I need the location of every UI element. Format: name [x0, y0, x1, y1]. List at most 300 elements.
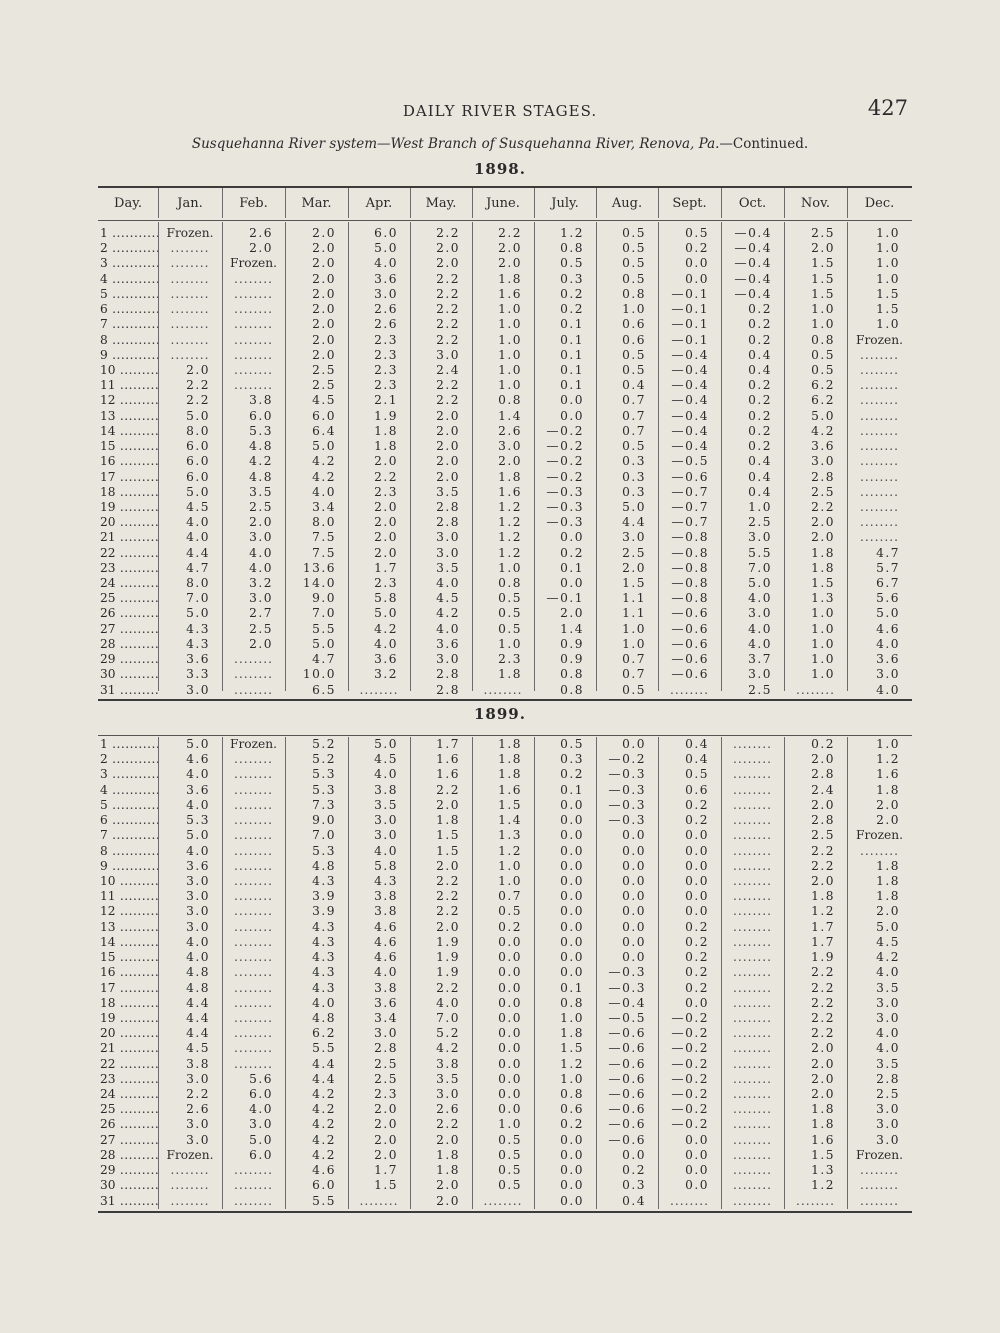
stage-cell: 3.0 [249, 1117, 273, 1132]
stage-cell: 1.5 [560, 1041, 584, 1056]
stage-cell: 2.5 [811, 226, 835, 240]
stage-cell: 5.0 [186, 606, 210, 621]
stage-cell: 2.2 [811, 858, 835, 873]
stage-cell: 2.5 [374, 1056, 398, 1071]
column-header: July. [551, 195, 579, 211]
stage-cell: ........ [733, 980, 772, 995]
stage-cell: 2.0 [436, 256, 460, 271]
stage-cell: 0.0 [622, 843, 646, 858]
stage-cell: 2.2 [811, 843, 835, 858]
stage-cell: 5.3 [186, 813, 210, 828]
stage-cell: 0.0 [685, 995, 709, 1010]
day-cell: 25 ..... [98, 591, 158, 606]
stage-cell: 6.0 [249, 1147, 273, 1162]
stage-cell: 1.0 [498, 378, 522, 393]
day-cell: 22 ..... [98, 546, 158, 561]
stage-cell: ........ [234, 782, 273, 797]
stage-cell: 1.6 [436, 767, 460, 782]
stage-cell: 1.8 [498, 469, 522, 484]
stage-cell: 4.0 [249, 545, 273, 560]
table-row [98, 485, 912, 500]
stage-cell: 4.6 [186, 752, 210, 767]
stage-cell: 1.5 [436, 828, 460, 843]
stage-cell: 1.0 [876, 256, 900, 271]
stage-cell: 2.6 [249, 226, 273, 240]
stage-cell: 5.0 [186, 408, 210, 423]
stage-cell: 0.0 [560, 530, 584, 545]
stage-cell: 1.5 [876, 302, 900, 317]
table-row [98, 859, 912, 874]
stage-cell: —0.6 [608, 1056, 646, 1071]
stage-cell: 1.6 [498, 484, 522, 499]
stage-cell: —0.6 [608, 1117, 646, 1132]
table-row [98, 622, 912, 637]
stage-cell: 4.3 [374, 873, 398, 888]
stage-cell: 0.4 [748, 484, 772, 499]
stage-cell: 2.2 [436, 393, 460, 408]
stage-cell: ........ [483, 682, 523, 697]
stage-cell: 5.5 [312, 621, 336, 636]
day-cell: 31 ..... [98, 1194, 158, 1209]
stage-cell: 4.6 [312, 1163, 336, 1178]
stage-cell: 0.5 [498, 904, 522, 919]
day-cell: 10 ..... [98, 874, 158, 889]
table-row [98, 683, 912, 698]
stage-cell: 5.0 [374, 737, 398, 751]
stage-cell: ........ [234, 286, 273, 301]
stage-cell: 2.0 [436, 423, 460, 438]
stage-cell: 3.0 [498, 439, 522, 454]
table-row [98, 576, 912, 591]
stage-cell: 4.8 [312, 858, 336, 873]
stage-cell: 0.2 [748, 332, 772, 347]
stage-cell: ........ [234, 317, 273, 332]
stage-cell: 3.4 [374, 1010, 398, 1025]
column-header: June. [486, 195, 520, 211]
stage-cell: 1.0 [498, 347, 522, 362]
stage-cell: 4.0 [186, 767, 210, 782]
day-cell: 23 ..... [98, 1072, 158, 1087]
stage-cell: ........ [860, 378, 899, 393]
stage-cell: 0.2 [498, 919, 522, 934]
stage-cell: ........ [170, 256, 210, 271]
day-cell: 17 ..... [98, 470, 158, 485]
table-row [98, 424, 912, 439]
stage-cell: 2.1 [374, 393, 398, 408]
day-cell: 15 ..... [98, 439, 158, 454]
stage-cell: 1.8 [811, 889, 835, 904]
table-row [98, 904, 912, 919]
stage-cell: —0.4 [671, 347, 709, 362]
stage-cell: 0.8 [560, 682, 584, 697]
stage-cell: ........ [359, 682, 399, 697]
stage-cell: ........ [733, 1163, 772, 1178]
stage-cell: ........ [170, 271, 210, 286]
stage-cell: 3.0 [876, 667, 900, 682]
stage-cell: 1.8 [811, 545, 835, 560]
stage-cell: Frozen. [166, 1147, 214, 1162]
stage-cell: 3.0 [436, 652, 460, 667]
stage-cell: 2.2 [811, 995, 835, 1010]
day-cell: 16 ..... [98, 454, 158, 469]
stage-cell: 0.0 [560, 950, 584, 965]
stage-cell: 4.6 [374, 950, 398, 965]
stage-cell: 1.0 [560, 1010, 584, 1025]
stage-cell: 5.0 [811, 408, 835, 423]
stage-cell: 1.0 [811, 667, 835, 682]
stage-cell: 4.0 [186, 934, 210, 949]
stage-cell: —0.8 [671, 545, 709, 560]
stage-cell: 4.3 [312, 873, 336, 888]
stage-cell: —0.7 [671, 499, 709, 514]
stage-cell: 2.5 [811, 484, 835, 499]
stage-cell: 3.6 [186, 858, 210, 873]
stage-cell: 1.0 [811, 636, 835, 651]
stage-cell: —0.1 [671, 286, 709, 301]
stage-cell: 2.0 [811, 1087, 835, 1102]
stage-cell: 4.4 [186, 995, 210, 1010]
stage-cell: 1.9 [436, 965, 460, 980]
stage-cell: —0.8 [671, 591, 709, 606]
stage-cell: 3.0 [186, 682, 210, 697]
stage-cell: 5.6 [876, 591, 900, 606]
stage-cell: ........ [733, 950, 772, 965]
stage-cell: 0.4 [748, 347, 772, 362]
stage-cell: 4.0 [876, 1026, 900, 1041]
column-header: Feb. [239, 195, 268, 211]
stage-cell: 1.2 [498, 843, 522, 858]
stage-cell: 4.2 [312, 1147, 336, 1162]
stage-cell: 4.0 [374, 965, 398, 980]
stage-cell: 5.0 [748, 576, 772, 591]
stage-cell: 0.6 [622, 332, 646, 347]
stage-cell: 0.2 [685, 241, 709, 256]
year-heading-1899: 1899. [474, 705, 526, 723]
column-divider [784, 188, 785, 218]
stage-cell: 2.6 [436, 1102, 460, 1117]
stage-cell: ........ [234, 652, 273, 667]
stage-cell: —0.1 [546, 591, 584, 606]
stage-cell: 2.0 [811, 1071, 835, 1086]
stage-cell: 0.1 [560, 782, 584, 797]
stage-cell: 3.0 [876, 1117, 900, 1132]
stage-cell: —0.5 [608, 1010, 646, 1025]
stage-cell: 0.2 [560, 286, 584, 301]
stage-cell: 2.2 [374, 469, 398, 484]
day-cell: 29 ..... [98, 1163, 158, 1178]
stage-cell: 2.0 [436, 1178, 460, 1193]
stage-cell: 1.0 [560, 1071, 584, 1086]
stage-cell: 4.4 [312, 1056, 336, 1071]
stage-cell: —0.6 [608, 1041, 646, 1056]
stage-cell: ........ [733, 1102, 772, 1117]
stage-cell: 2.3 [374, 484, 398, 499]
stage-cell: 3.6 [374, 271, 398, 286]
stage-cell: 0.5 [685, 767, 709, 782]
stage-cell: 4.3 [312, 980, 336, 995]
stage-cell: —0.3 [608, 767, 646, 782]
stage-cell: 5.0 [374, 241, 398, 256]
stage-cell: 4.2 [312, 1117, 336, 1132]
stage-cell: —0.2 [671, 1056, 709, 1071]
table-row [98, 348, 912, 363]
stage-cell: 0.0 [685, 1178, 709, 1193]
stage-cell: 0.5 [622, 241, 646, 256]
day-cell: 7 ..... [98, 317, 158, 332]
stage-cell: 2.0 [374, 530, 398, 545]
stage-cell: 3.0 [374, 813, 398, 828]
column-divider [222, 188, 223, 218]
stage-cell: 1.2 [811, 1178, 835, 1193]
stage-cell: 1.4 [560, 621, 584, 636]
stage-cell: 4.0 [186, 950, 210, 965]
column-header: Aug. [611, 195, 643, 211]
column-divider [472, 188, 473, 218]
stage-cell: 2.0 [436, 241, 460, 256]
stage-cell: 0.0 [560, 1193, 584, 1208]
stage-cell: 5.3 [249, 423, 273, 438]
stage-cell: ........ [733, 858, 772, 873]
table-row [98, 241, 912, 256]
stage-cell: 0.2 [748, 393, 772, 408]
day-cell: 29 ..... [98, 652, 158, 667]
stage-cell: ........ [860, 1193, 899, 1208]
stage-cell: 5.3 [312, 843, 336, 858]
stage-cell: 2.0 [622, 560, 646, 575]
stage-cell: 5.0 [312, 439, 336, 454]
table-row [98, 1117, 912, 1132]
table-row [98, 287, 912, 302]
stage-cell: ........ [860, 499, 899, 514]
day-cell: 6 ..... [98, 813, 158, 828]
table-row [98, 1194, 912, 1209]
stage-cell: 0.0 [498, 1026, 522, 1041]
stage-cell: 1.8 [374, 439, 398, 454]
stage-cell: 2.0 [876, 797, 900, 812]
stage-cell: 1.0 [498, 317, 522, 332]
stage-cell: ........ [170, 1163, 210, 1178]
stage-cell: 1.7 [374, 1163, 398, 1178]
stage-cell: 5.0 [249, 1132, 273, 1147]
table-row [98, 844, 912, 859]
day-cell: 3 ..... [98, 256, 158, 271]
stage-cell: 0.5 [622, 256, 646, 271]
stage-cell: —0.2 [671, 1087, 709, 1102]
stage-cell: 4.2 [312, 469, 336, 484]
stage-cell: 3.4 [312, 499, 336, 514]
stage-cell: 2.3 [374, 362, 398, 377]
stage-cell: 4.5 [876, 934, 900, 949]
table-row [98, 317, 912, 332]
stage-cell: ........ [796, 682, 835, 697]
table-row [98, 737, 912, 752]
stage-cell: 0.0 [622, 934, 646, 949]
stage-cell: 5.8 [374, 858, 398, 873]
stage-cell: —0.4 [671, 393, 709, 408]
stage-cell: 0.7 [622, 652, 646, 667]
caption-italic: Susquehanna River system—West Branch of Susquehanna River, Renova, Pa. [191, 136, 720, 152]
stage-cell: 6.0 [312, 1178, 336, 1193]
stage-cell: —0.4 [734, 226, 772, 240]
stage-cell: 0.4 [748, 362, 772, 377]
day-cell: 9 ..... [98, 859, 158, 874]
column-header: Nov. [800, 195, 831, 211]
section-rule-bottom [98, 735, 912, 736]
stage-cell: Frozen. [166, 226, 214, 240]
stage-cell: 3.9 [312, 889, 336, 904]
stage-cell: 3.0 [811, 454, 835, 469]
stage-cell: 2.0 [498, 241, 522, 256]
stage-cell: 0.2 [560, 302, 584, 317]
stage-cell: 3.0 [186, 889, 210, 904]
stage-cell: 0.0 [560, 408, 584, 423]
stage-cell: 2.0 [249, 636, 273, 651]
day-cell: 27 ..... [98, 1133, 158, 1148]
stage-cell: ........ [170, 286, 210, 301]
stage-cell: 2.2 [436, 980, 460, 995]
stage-cell: 0.0 [498, 950, 522, 965]
stage-cell: —0.1 [671, 317, 709, 332]
stage-cell: 1.4 [498, 813, 522, 828]
stage-cell: 4.5 [374, 752, 398, 767]
stage-cell: 0.7 [622, 393, 646, 408]
stage-cell: Frozen. [230, 256, 277, 271]
stage-cell: 5.5 [312, 1193, 336, 1208]
day-cell: 8 ..... [98, 333, 158, 348]
stage-cell: 4.0 [374, 256, 398, 271]
stage-cell: 0.8 [560, 995, 584, 1010]
stage-cell: 3.8 [374, 889, 398, 904]
table-row [98, 333, 912, 348]
stage-cell: 5.0 [876, 606, 900, 621]
stage-cell: 0.8 [560, 667, 584, 682]
day-cell: 26 ..... [98, 606, 158, 621]
stage-cell: 4.8 [249, 439, 273, 454]
day-cell: 13 ..... [98, 409, 158, 424]
stage-cell: 1.5 [622, 576, 646, 591]
stage-cell: 4.0 [186, 515, 210, 530]
day-cell: 28 ..... [98, 637, 158, 652]
stage-cell: ........ [234, 858, 273, 873]
stage-cell: 4.6 [876, 621, 900, 636]
stage-cell: 0.6 [560, 1102, 584, 1117]
stage-cell: 0.8 [560, 1087, 584, 1102]
stage-cell: —0.3 [546, 484, 584, 499]
stage-cell: —0.3 [546, 499, 584, 514]
stage-cell: 3.0 [374, 286, 398, 301]
stage-cell: 5.8 [374, 591, 398, 606]
column-header: Dec. [864, 195, 895, 211]
stage-cell: —0.2 [546, 454, 584, 469]
stage-cell: 1.0 [876, 317, 900, 332]
stage-cell: 5.5 [748, 545, 772, 560]
stage-cell: 4.0 [249, 1102, 273, 1117]
stage-cell: —0.4 [671, 362, 709, 377]
stage-cell: ........ [234, 797, 273, 812]
stage-cell: 3.6 [186, 782, 210, 797]
stage-cell: 2.8 [811, 469, 835, 484]
stage-cell: ........ [733, 752, 772, 767]
stage-cell: ........ [733, 1026, 772, 1041]
stage-cell: —0.6 [671, 636, 709, 651]
table-row [98, 798, 912, 813]
table-row [98, 500, 912, 515]
stage-cell: 0.4 [685, 752, 709, 767]
stage-cell: 2.2 [436, 332, 460, 347]
day-cell: 13 ..... [98, 920, 158, 935]
stage-cell: ........ [733, 1087, 772, 1102]
stage-cell: 0.5 [622, 362, 646, 377]
stage-cell: 1.3 [498, 828, 522, 843]
stage-cell: 2.2 [186, 378, 210, 393]
table-row [98, 561, 912, 576]
table-row [98, 652, 912, 667]
day-cell: 9 ..... [98, 348, 158, 363]
running-title: DAILY RIVER STAGES. [402, 102, 598, 120]
stage-cell: 0.1 [560, 332, 584, 347]
day-cell: 7 ..... [98, 828, 158, 843]
column-header: Day. [114, 195, 142, 211]
stage-cell: ........ [733, 797, 772, 812]
stage-cell: 0.5 [498, 621, 522, 636]
stage-cell: ........ [234, 965, 273, 980]
stage-cell: 0.0 [685, 873, 709, 888]
stage-cell: 3.9 [312, 904, 336, 919]
stage-cell: 4.0 [436, 576, 460, 591]
stage-cell: ........ [733, 1056, 772, 1071]
stage-cell: 3.0 [186, 873, 210, 888]
column-divider [158, 188, 159, 218]
stage-cell: 0.5 [622, 271, 646, 286]
stage-cell: 8.0 [312, 515, 336, 530]
stage-cell: 3.5 [249, 484, 273, 499]
stage-cell: ........ [234, 950, 273, 965]
stage-cell: 0.0 [685, 828, 709, 843]
column-header: Apr. [365, 195, 393, 211]
day-cell: 19 ..... [98, 500, 158, 515]
stage-cell: ........ [234, 302, 273, 317]
day-cell: 16 ..... [98, 965, 158, 980]
stage-cell: 2.2 [436, 271, 460, 286]
stage-cell: 2.0 [312, 256, 336, 271]
day-cell: 30 ..... [98, 667, 158, 682]
stage-cell: 0.0 [622, 873, 646, 888]
stage-cell: 8.0 [186, 576, 210, 591]
stage-cell: 2.0 [374, 545, 398, 560]
stage-cell: 2.2 [436, 286, 460, 301]
stage-cell: 1.8 [811, 1117, 835, 1132]
stage-cell: 0.0 [622, 889, 646, 904]
stage-cell: —0.7 [671, 484, 709, 499]
stage-cell: 4.3 [312, 919, 336, 934]
stage-cell: —0.6 [671, 621, 709, 636]
stage-cell: 0.0 [498, 995, 522, 1010]
table-bottom-rule [98, 1211, 912, 1213]
stage-cell: Frozen. [230, 737, 277, 751]
stage-cell: —0.4 [734, 256, 772, 271]
stage-cell: 4.3 [186, 636, 210, 651]
table-body-1899 [98, 737, 912, 1209]
stage-cell: —0.2 [671, 1041, 709, 1056]
stage-cell: 1.8 [811, 1102, 835, 1117]
stage-cell: 2.8 [876, 1071, 900, 1086]
stage-cell: 1.8 [498, 752, 522, 767]
stage-cell: ........ [860, 484, 899, 499]
stage-cell: 0.0 [498, 980, 522, 995]
stage-cell: 2.0 [498, 454, 522, 469]
table-row [98, 752, 912, 767]
stage-cell: 4.2 [374, 621, 398, 636]
